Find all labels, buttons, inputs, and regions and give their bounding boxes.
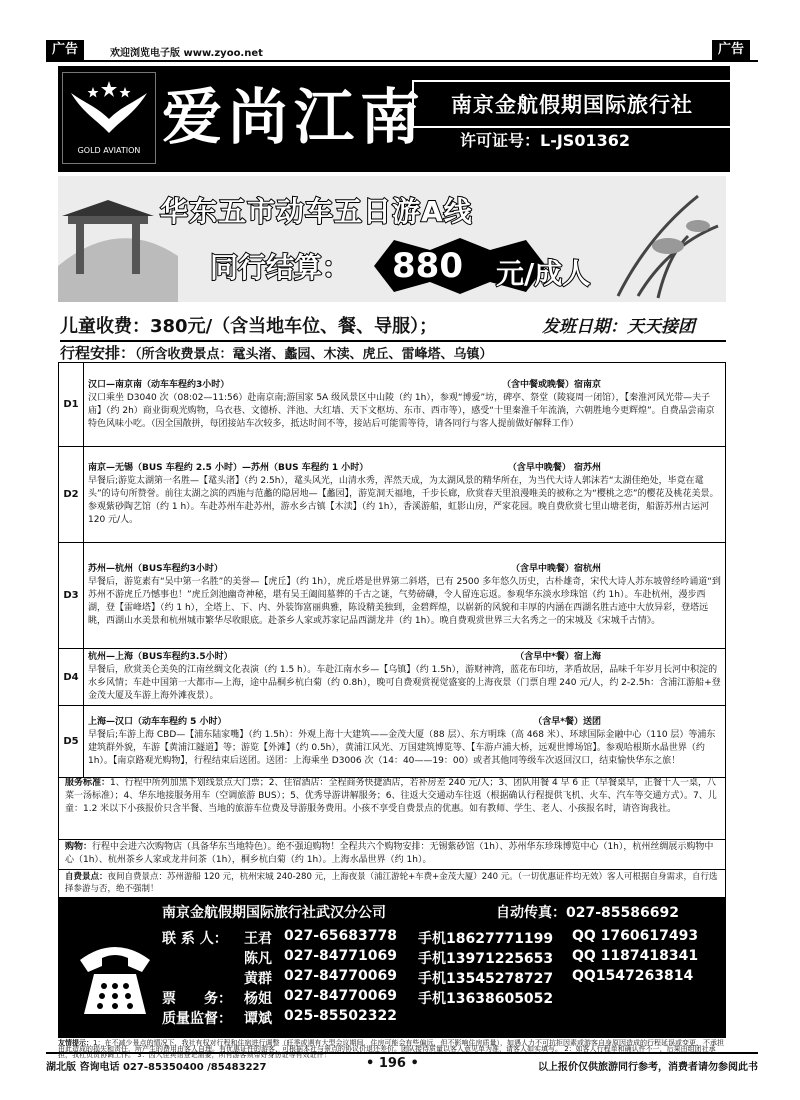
contact-mobile: 手机13545278727 bbox=[418, 971, 554, 987]
contact-tel: 027-84770069 bbox=[284, 968, 397, 984]
agency-name: 南京金航假期国际旅行社 bbox=[412, 80, 732, 128]
telephone-icon bbox=[72, 930, 158, 1026]
contact-name: 黄群 bbox=[244, 971, 272, 987]
contact-mobile: 手机13638605052 bbox=[418, 991, 554, 1007]
footer-disclaimer: 以上报价仅供旅游同行参考，消费者请勿参阅此书 bbox=[538, 1062, 758, 1073]
optional-spots-section bbox=[58, 870, 726, 898]
contact-tel: 027-84770069 bbox=[284, 988, 397, 1004]
itinerary-day-row bbox=[59, 447, 726, 543]
section-title: 购物： bbox=[65, 842, 93, 852]
departure-date: 发班日期：天天接团 bbox=[542, 317, 695, 337]
itinerary-label: 行程安排： bbox=[60, 344, 136, 362]
fax-number: 自动传真：027-85586692 bbox=[496, 905, 679, 921]
branch-name: 南京金航假期国际旅行社武汉分公司 bbox=[162, 905, 386, 921]
day-label: D2 bbox=[59, 447, 84, 543]
footer-hotline: 湖北版 咨询电话 027-85350400 /85483227 bbox=[46, 1062, 267, 1073]
contact-role: 票 务： bbox=[162, 991, 232, 1007]
ad-tag-right: 广告 bbox=[712, 40, 750, 60]
day-title: 上海—汉口（动车车程约 5 小时） bbox=[88, 716, 227, 727]
page-number: • 196 • bbox=[366, 1056, 419, 1071]
itinerary-day-row bbox=[59, 543, 726, 649]
section-title: 友情提示： bbox=[58, 1039, 93, 1047]
day-label: D5 bbox=[59, 706, 84, 778]
day-title: 苏州—杭州（BUS车程约3小时） bbox=[88, 564, 223, 574]
included-spots: （所含收费景点：鼋头渚、蠡园、木渎、虎丘、雷峰塔、乌镇） bbox=[135, 347, 493, 362]
contact-name: 杨姐 bbox=[244, 991, 272, 1007]
brand-title: 爱尚江南 bbox=[162, 83, 426, 153]
day-meal: （含早*餐）送团 bbox=[533, 716, 601, 727]
price-value: 880 bbox=[392, 246, 463, 286]
section-title: 自费景点： bbox=[65, 872, 108, 882]
contact-tel: 025-85502322 bbox=[284, 1008, 397, 1024]
section-title: 服务标准： bbox=[65, 778, 111, 788]
day-detail: 早餐后;车游上海 CBD—【浦东陆家嘴】（约 1.5h）：外观上海十大建筑——金茂大厦（88 层）、东方明珠（高 468 米）、环球国际金融中心（110 层）等浦东建筑群外貌，车游【黄浦江隧道】等；游览【外滩】（约 0.5h），黄浦江风光、万国建筑博览等、【车游卢浦大桥，远观世博场馆】。参观哈根斯水晶世界（约 1h）。【南京路观光购物】，行程结束后送团。送团：上海乘坐 D3006 次（14：40——19：00）或者其他同等级车次返回汉口，结束愉快华东之旅！ bbox=[88, 729, 716, 766]
day-detail: 汉口乘坐 D3040 次（08:02—11:56）赴南京南;游国家 5A 级风景区中山陵（约 1h），参观“博爱”坊，碑亭、祭堂（陵寝周一闭馆），【秦淮河风光带—夫子庙】（约 2h）商业街观光购物，乌衣巷、文德桥、泮池、大红墙、天下文枢坊、东市、西市等），感受“十里秦淮千年流淌，六朝胜地今更辉煌”。自费品尝南京特色风味小吃。（因全国散拼，每团接站车次较多，抵达时间不等，接站后可能需等待，请各同行与客人提前做好解释工作） bbox=[88, 392, 715, 429]
route-title: 华东五市动车五日游A线 bbox=[160, 195, 473, 228]
contact-name: 陈凡 bbox=[244, 951, 272, 967]
section-body: 1：在不减少景点的情况下，我社有权对行程和住宿进行调整（旺季或遇有大型会议期间，住房可能会有些偏远，但不影响住房质量），如遇人力不可抗拒因素或游客自身原因造成的行程延误或变更，不承担由此造成的损失和责任，所产生的费用由客人自理。有优惠证件的游客，可根据本社与景点的协议价退还差价。团队接待质量以客人意见单为准，请客人如实填写。 2：如客人行程单和确认件不一，后果由组团社承担，我社负责协调工作。 3：因入住宾馆登记需要，所有游客须带好身份证等有效证件！ bbox=[58, 1039, 724, 1059]
contact-qq: QQ 1187418341 bbox=[572, 948, 699, 964]
contact-role: 质量监督： bbox=[162, 1011, 232, 1027]
day-label: D3 bbox=[59, 543, 84, 649]
day-meal: （含早中晚餐）宿杭州 bbox=[510, 564, 601, 574]
itinerary-day-row bbox=[59, 363, 726, 447]
contact-mobile: 手机18627771199 bbox=[418, 931, 554, 947]
day-detail: 早餐后;游览太湖第一名胜—【鼋头渚】（约 2.5h），鼋头风光，山清水秀，浑然天成，为太湖风景的精华所在，为当代大诗人郭沫若“太湖佳绝处，毕竟在鼋头”的诗句所赞誉。前往太湖之滨的西施与范蠡的隐居地—【蠡园】，游览洞天福地，千步长廊，欣赏春天里浪漫唯美的被称之为“樱桃之恋”的樱花及桃花美景。参观紫砂陶艺馆（约 1 h）。车赴苏州车赴苏州，游水乡古镇【木渎】（约 1h），香溪游船，虹影山房，严家花园。晚自费欣赏七里山塘老街，船游苏州古运河 120 元/人。 bbox=[88, 476, 719, 525]
logo-text: GOLD AVIATION bbox=[77, 146, 141, 155]
welcome-text: 欢迎浏览电子版 www.zyoo.net bbox=[110, 48, 263, 59]
day-title: 汉口—南京南（动车车程约3小时） bbox=[88, 379, 230, 390]
itinerary-day-row bbox=[59, 649, 726, 706]
section-body: 行程中会进六次购物店（具备华东当地特色）。绝不强迫购物！全程共六个购物安排：无锡紫砂馆（1h）、苏州华东珍珠博览中心（1h），杭州丝绸展示购物中心（1h）、杭州茶乡人家或龙井问茶（1h），桐乡杭白菊（约 1h）。上海水晶世界（约 1h）。 bbox=[65, 842, 714, 865]
contact-role: 联 系 人： bbox=[162, 931, 228, 947]
license-number: 许可证号：L-JS01362 bbox=[460, 131, 630, 150]
ad-tag-left: 广告 bbox=[46, 40, 84, 60]
contact-tel: 027-65683778 bbox=[284, 928, 397, 944]
day-title: 杭州—上海（BUS车程约3.5小时） bbox=[88, 652, 233, 662]
contact-mobile: 手机13971225653 bbox=[418, 951, 554, 967]
itinerary-header bbox=[60, 340, 726, 364]
price-label: 同行结算： bbox=[210, 251, 351, 284]
day-detail: 早餐后，欣赏美仑美奂的江南丝绸文化表演（约 1.5 h）。车赴江南水乡—【乌镇】（约 1.5h），游财神湾，蓝花布印坊，茅盾故居，品味千年岁月长河中积淀的水乡风情；车赴中国第一大都市—上海，途中品桐乡杭白菊（约 0.8h），晚可自费观赏视觉盛宴的上海夜景（门票自理 240 元/人，约 2-2.5h：含浦江游船+登金茂大厦及车游上海外滩夜景）。 bbox=[88, 665, 721, 701]
day-title: 南京—无锡（BUS 车程约 2.5 小时）—苏州（BUS 车程约 1 小时） bbox=[88, 463, 369, 473]
itinerary-day-row bbox=[59, 706, 726, 778]
contact-tel: 027-84771069 bbox=[284, 948, 397, 964]
child-fee: 儿童收费：380元/（含当地车位、餐、导服）； bbox=[60, 316, 438, 337]
day-meal: （含早中*餐）宿上海 bbox=[515, 652, 601, 662]
section-body: 夜间自费景点：苏州游船 120 元，杭州宋城 240-280 元，上海夜景（浦江游轮+车费+金茂大厦）240 元。（一切优惠证件均无效）客人可根据自身需求，自行选择参游与否，绝不强制！ bbox=[65, 872, 718, 894]
day-label: D4 bbox=[59, 649, 84, 706]
friendly-tips-section bbox=[58, 1039, 726, 1059]
section-body: 1、行程中所列加黑下划线景点大门票；2、住宿酒店：全程商务快捷酒店，若补房差 240 元/人；3、团队用餐 4 早 6 正（早餐桌早，正餐十人一桌，八菜一汤标准）；4、华东地接服务用车（空调旅游 BUS）；5、优秀导游讲解服务；6、往返大交通动车往返（根据确认行程提供飞机、火车、汽车等交通方式）。7、儿童：1.2 米以下小孩报价只含半餐、当地的旅游车位费及导游服务费用。小孩不享受自费景点的优惠。如有教师、学生、老人、小孩报名时，请咨询我社。 bbox=[65, 778, 717, 814]
gold-aviation-logo bbox=[62, 72, 156, 164]
contact-qq: QQ 1760617493 bbox=[572, 928, 699, 944]
shopping-section bbox=[58, 840, 726, 870]
service-standard-section bbox=[58, 776, 726, 840]
day-meal: （含中餐或晚餐）宿南京 bbox=[501, 379, 601, 390]
wing-star-icon bbox=[63, 73, 155, 163]
day-detail: 早餐后，游览素有“吴中第一名胜”的美誉—【虎丘】（约 1h），虎丘塔是世界第二斜塔，已有 2500 多年悠久历史，古朴雄奇，宋代大诗人苏东坡曾经吟诵道“到苏州不游虎丘乃憾事也！”虎丘剑池幽奇神秘，堪有吴王阖闾墓葬的千古之谜，气势磅礴，令人留连忘返。参观华东淡水珍珠馆（约 1h）。车赴杭州，漫步西湖，登【雷峰塔】（约 1 h），全塔上、下、内、外装饰富丽典雅，陈设精美独到，金碧辉煌，以崭新的风貌和丰厚的内涵在西湖名胜古迹中大放异彩，登塔远眺，西湖山水美景和杭州城市繁华尽收眼底。赴茶乡人家或苏家记品西湖龙井（约 1h）。晚自费观赏世界三大名秀之一的宋城及《宋城千古情》。 bbox=[88, 577, 721, 626]
contact-name: 王君 bbox=[244, 931, 272, 947]
price-unit: 元/成人 bbox=[496, 257, 591, 290]
day-label: D1 bbox=[59, 363, 84, 447]
day-meal: （含早中晚餐） 宿苏州 bbox=[507, 463, 601, 473]
contact-name: 谭斌 bbox=[244, 1011, 272, 1027]
itinerary-table bbox=[58, 362, 726, 778]
contact-qq: QQ1547263814 bbox=[572, 968, 694, 984]
